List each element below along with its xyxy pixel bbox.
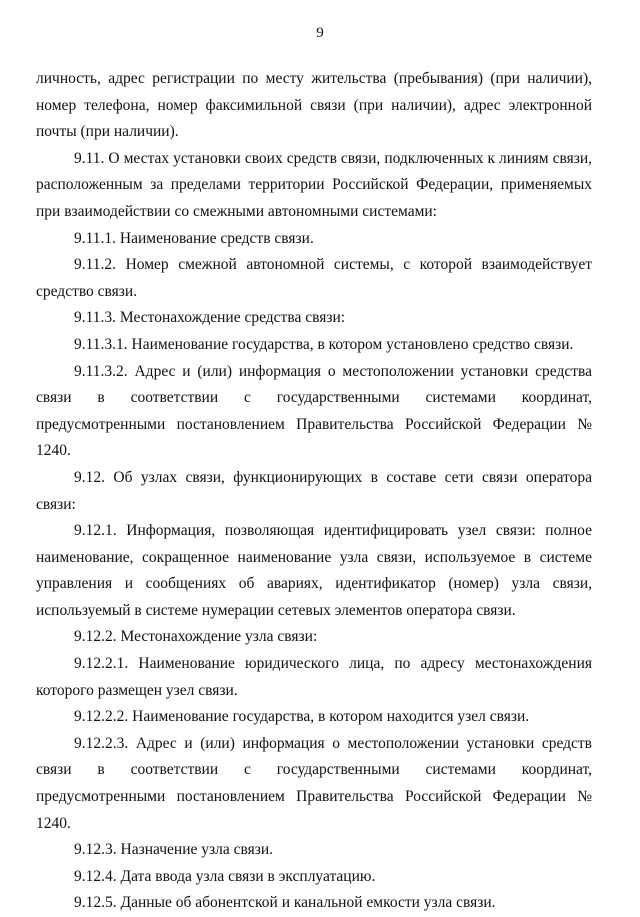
- paragraph-9-11-3-2: 9.11.3.2. Адрес и (или) информация о местоположении установки средства связи в соответствии с государственными системами координат, предусмотренными постановлением Правительства Российской Федерации № 1240.: [36, 362, 592, 460]
- paragraph-9-12-2: 9.12.2. Местонахождение узла связи:: [74, 628, 318, 646]
- paragraph-9-11-3-1: 9.11.3.1. Наименование государства, в котором установлено средство связи.: [74, 335, 574, 353]
- paragraph-9-11-3: 9.11.3. Местонахождение средства связи:: [74, 309, 346, 327]
- paragraph-9-11-1: 9.11.1. Наименование средств связи.: [74, 229, 314, 247]
- page-number: 9: [316, 25, 324, 41]
- paragraph-9-11-2: 9.11.2. Номер смежной автономной системы, с которой взаимодействует средство связи.: [36, 256, 592, 300]
- paragraph-9-12: 9.12. Об узлах связи, функционирующих в составе сети связи оператора связи:: [36, 468, 592, 513]
- paragraph-9-12-5: 9.12.5. Данные об абонентской и канальной емкости узла связи.: [74, 894, 496, 912]
- paragraph-9-12-1: 9.12.1. Информация, позволяющая идентифицировать узел связи: полное наименование, сокращенное наименование узла связи, используемое в системе управления и сообщениях об авариях, идентификатор (номер) узла связи, используемый в системе нумерации сетевых элементов оператора связи.: [36, 522, 592, 619]
- paragraph-9-12-4: 9.12.4. Дата ввода узла связи в эксплуатацию.: [74, 867, 376, 885]
- paragraph-9-12-2-2: 9.12.2.2. Наименование государства, в котором находится узел связи.: [74, 708, 530, 726]
- paragraph-continuation: личность, адрес регистрации по месту жительства (пребывания) (при наличии), номер телефона, номер факсимильной связи (при наличии), адрес электронной почты (при наличии).: [36, 70, 592, 141]
- paragraph-9-12-2-3: 9.12.2.3. Адрес и (или) информация о местоположении установки средств связи в соответствии с государственными системами координат, предусмотренными постановлением Правительства Российской Федерации № 1240.: [36, 734, 592, 832]
- paragraph-9-12-3: 9.12.3. Назначение узла связи.: [74, 841, 274, 859]
- paragraph-9-12-2-1: 9.12.2.1. Наименование юридического лица, по адресу местонахождения которого размещен узел связи.: [36, 655, 592, 699]
- document-body: [36, 66, 592, 917]
- paragraph-9-11: 9.11. О местах установки своих средств связи, подключенных к линиям связи, расположенным за пределами территории Российской Федерации, применяемых при взаимодействии со смежными автономными системами:: [36, 149, 592, 220]
